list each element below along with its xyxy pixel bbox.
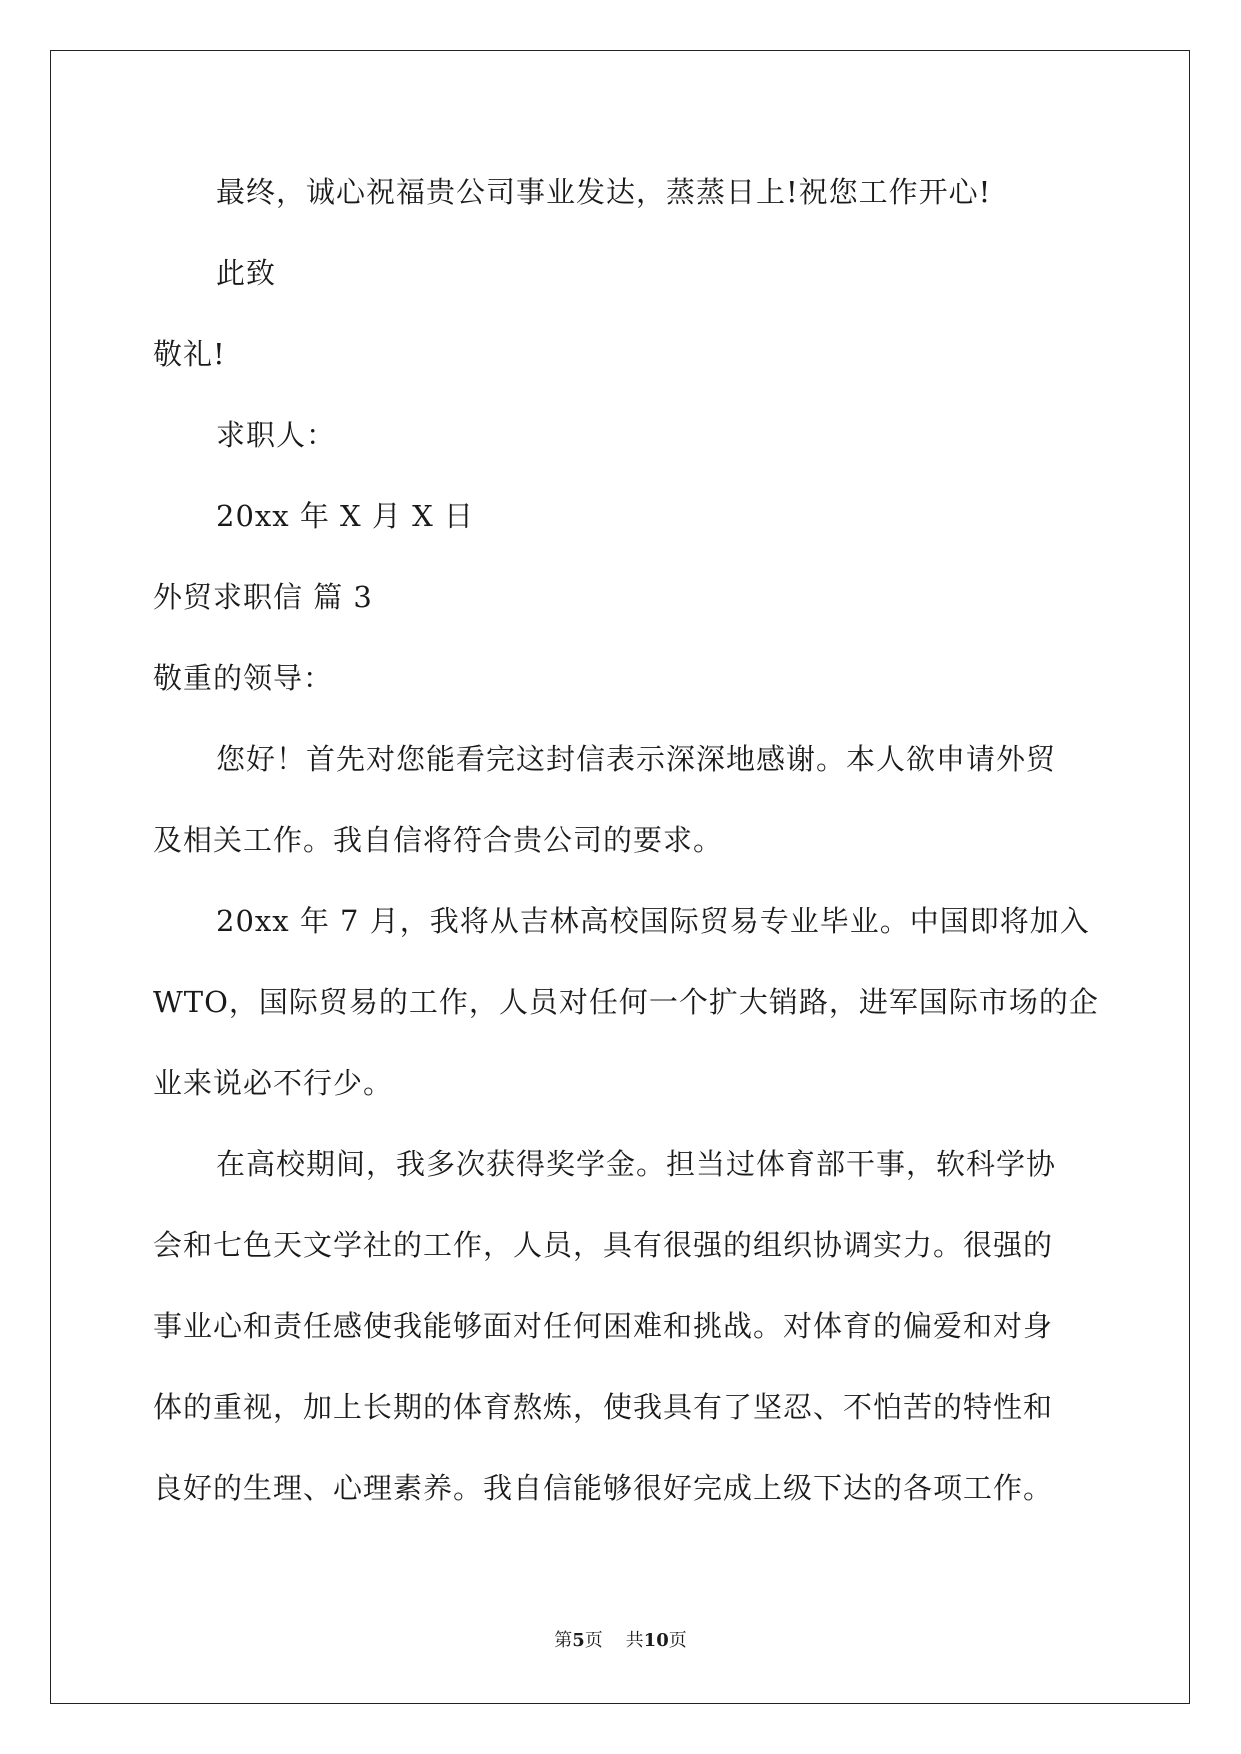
greeting-line: 敬重的领导： — [153, 661, 334, 695]
footer-page-number: 5 — [572, 1630, 585, 1651]
paragraph-2-line-3: 业来说必不行少。 — [153, 1066, 394, 1100]
section-heading: 外贸求职信 篇 3 — [153, 580, 373, 614]
salutation-jingli: 敬礼! — [153, 337, 226, 371]
closing-wish-line: 最终，诚心祝福贵公司事业发达，蒸蒸日上!祝您工作开心! — [216, 175, 992, 209]
footer-total-unit: 页 — [668, 1630, 687, 1651]
page-footer — [0, 1630, 1241, 1652]
salutation-cizhi: 此致 — [216, 256, 277, 290]
footer-page-prefix: 第 — [554, 1630, 573, 1651]
paragraph-3-line-2: 会和七色天文学社的工作，人员，具有很强的组织协调实力。很强的 — [153, 1228, 1054, 1262]
paragraph-3-line-5: 良好的生理、心理素养。我自信能够很好完成上级下达的各项工作。 — [153, 1471, 1054, 1505]
footer-total-prefix: 共 — [625, 1630, 644, 1651]
applicant-label: 求职人： — [216, 418, 337, 452]
paragraph-1-line-1: 您好！首先对您能看完这封信表示深深地感谢。本人欲申请外贸 — [216, 742, 1057, 776]
page-border — [50, 50, 1190, 1704]
paragraph-3-line-3: 事业心和责任感使我能够面对任何困难和挑战。对体育的偏爱和对身 — [153, 1309, 1054, 1343]
letter-date: 20xx 年 X 月 X 日 — [216, 499, 474, 533]
footer-total-pages: 10 — [643, 1630, 669, 1651]
paragraph-1-line-2: 及相关工作。我自信将符合贵公司的要求。 — [153, 823, 724, 857]
paragraph-2-line-2: WTO，国际贸易的工作，人员对任何一个扩大销路，进军国际市场的企 — [153, 985, 1099, 1019]
paragraph-2-line-1: 20xx 年 7 月，我将从吉林高校国际贸易专业毕业。中国即将加入 — [216, 904, 1090, 938]
paragraph-3-line-1: 在高校期间，我多次获得奖学金。担当过体育部干事，软科学协 — [216, 1147, 1057, 1181]
paragraph-3-line-4: 体的重视，加上长期的体育熬炼，使我具有了坚忍、不怕苦的特性和 — [153, 1390, 1054, 1424]
footer-page-unit: 页 — [584, 1630, 603, 1651]
